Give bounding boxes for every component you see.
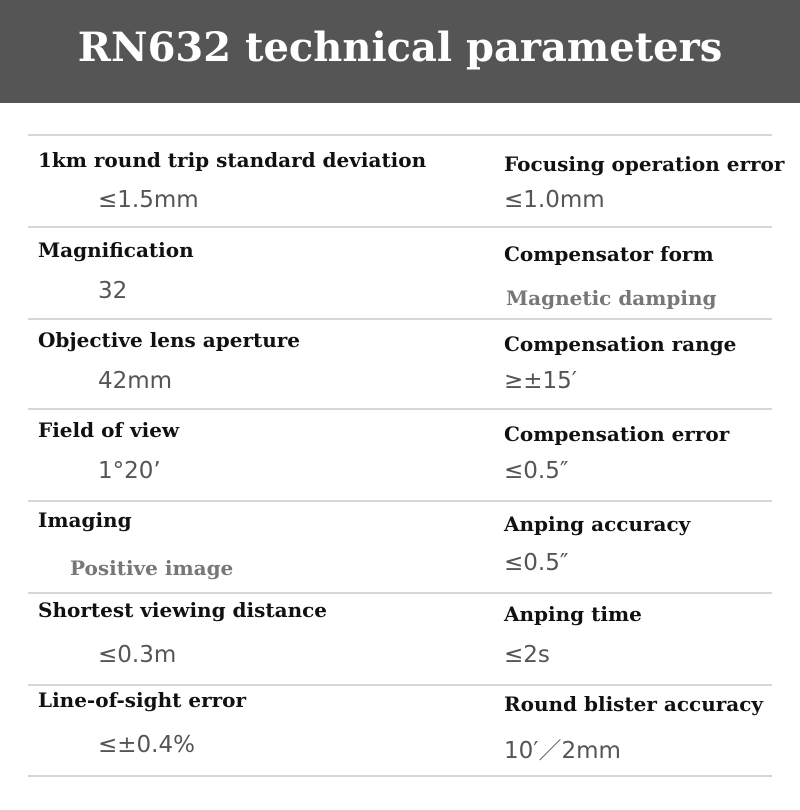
param-value: Positive image xyxy=(70,556,234,580)
param-value: ≤1.0mm xyxy=(504,187,605,213)
param-value: ≤0.5″ xyxy=(504,550,569,576)
param-label: Anping time xyxy=(504,602,642,626)
param-label: 1km round trip standard deviation xyxy=(38,148,427,172)
param-label: Imaging xyxy=(38,508,132,532)
param-label: Magnification xyxy=(38,238,194,262)
row-divider xyxy=(28,408,772,410)
param-value: 10′／2mm xyxy=(504,738,621,764)
param-value: ≤1.5mm xyxy=(98,187,199,213)
page-title: RN632 technical parameters xyxy=(77,24,723,71)
param-label: Shortest viewing distance xyxy=(38,598,328,622)
row-divider xyxy=(28,134,772,136)
header-bar xyxy=(0,0,800,103)
param-value: ≤0.3m xyxy=(98,642,177,668)
param-value: 42mm xyxy=(98,368,173,394)
param-value: ≥±15′ xyxy=(504,368,578,394)
param-value: ≤±0.4% xyxy=(98,732,195,758)
param-label: Anping accuracy xyxy=(504,512,691,536)
param-label: Compensation range xyxy=(504,332,737,356)
row-divider xyxy=(28,318,772,320)
row-divider xyxy=(28,226,772,228)
param-label: Compensation error xyxy=(504,422,730,446)
row-divider xyxy=(28,684,772,686)
param-value: ≤0.5″ xyxy=(504,458,569,484)
param-value: 1°20’ xyxy=(98,458,161,484)
row-divider xyxy=(28,592,772,594)
param-value: 32 xyxy=(98,278,128,304)
param-label: Focusing operation error xyxy=(504,152,785,176)
param-label: Compensator form xyxy=(504,242,714,266)
param-value: ≤2s xyxy=(504,642,550,668)
param-label: Line-of-sight error xyxy=(38,688,247,712)
row-divider xyxy=(28,500,772,502)
param-label: Objective lens aperture xyxy=(38,328,301,352)
param-value: Magnetic damping xyxy=(506,286,717,310)
param-label: Round blister accuracy xyxy=(504,692,764,716)
row-divider xyxy=(28,775,772,777)
param-label: Field of view xyxy=(38,418,180,442)
